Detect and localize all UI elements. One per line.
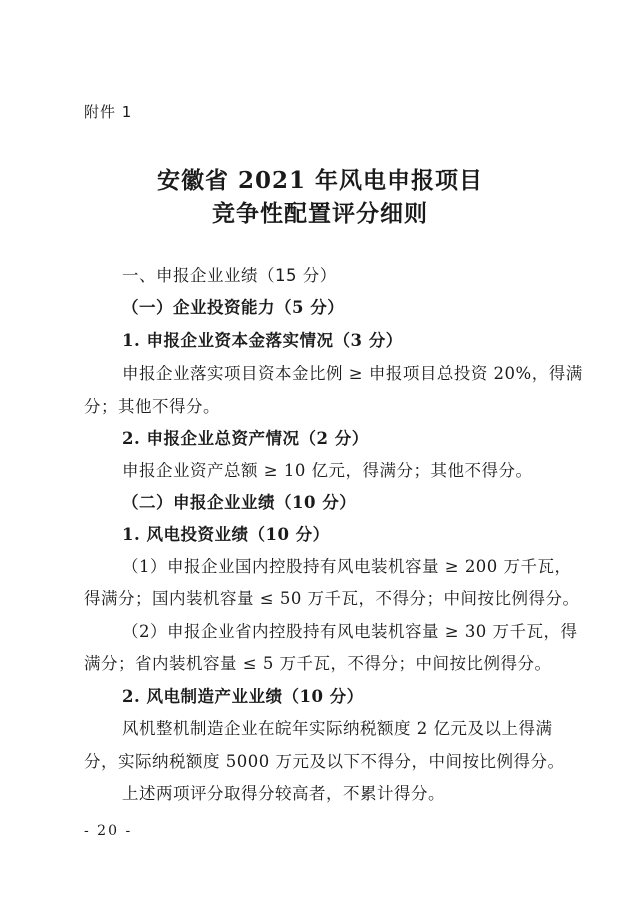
subsection-1-heading: （一）企业投资能力（5 分） xyxy=(122,298,345,317)
item-1-2-text-line-1: 申报企业资产总额 ≥ 10 亿元，得满分；其他不得分。 xyxy=(122,461,533,480)
item-1-1-text-line-1: 申报企业落实项目资本金比例 ≥ 申报项目总投资 20%，得满 xyxy=(122,364,583,383)
item-2-2-text-line-1: 风机整机制造企业在皖年实际纳税额度 2 亿元及以上得满 xyxy=(122,719,553,738)
document-title-line-1: 安徽省 2021 年风电申报项目 xyxy=(156,167,484,194)
document-title-line-2: 竞争性配置评分细则 xyxy=(212,200,428,227)
item-1-1-heading: 1. 申报企业资本金落实情况（3 分） xyxy=(122,331,403,350)
item-1-2-heading: 2. 申报企业总资产情况（2 分） xyxy=(122,429,369,448)
item-2-1-p1-line-1: （1）申报企业国内控股持有风电装机容量 ≥ 200 万千瓦， xyxy=(122,557,572,576)
item-2-2-text-line-3: 上述两项评分取得分较高者，不累计得分。 xyxy=(122,784,445,803)
subsection-2-heading: （二）申报企业业绩（10 分） xyxy=(122,493,357,512)
item-2-2-heading: 2. 风电制造产业业绩（10 分） xyxy=(122,687,364,706)
item-2-1-p1-line-2: 得满分；国内装机容量 ≤ 50 万千瓦，不得分；中间按比例得分。 xyxy=(84,589,580,608)
item-2-1-p2-line-1: （2）申报企业省内控股持有风电装机容量 ≥ 30 万千瓦，得 xyxy=(122,622,578,641)
item-2-1-heading: 1. 风电投资业绩（10 分） xyxy=(122,525,330,544)
section-1-heading: 一、申报企业业绩（15 分） xyxy=(122,266,337,285)
item-2-1-p2-line-2: 满分；省内装机容量 ≤ 5 万千瓦，不得分；中间按比例得分。 xyxy=(84,654,552,673)
page-number: - 20 - xyxy=(84,823,133,839)
item-2-2-text-line-2: 分，实际纳税额度 5000 万元及以下不得分，中间按比例得分。 xyxy=(84,752,565,771)
item-1-1-text-line-2: 分；其他不得分。 xyxy=(84,397,220,416)
attachment-label: 附件 1 xyxy=(84,103,133,121)
